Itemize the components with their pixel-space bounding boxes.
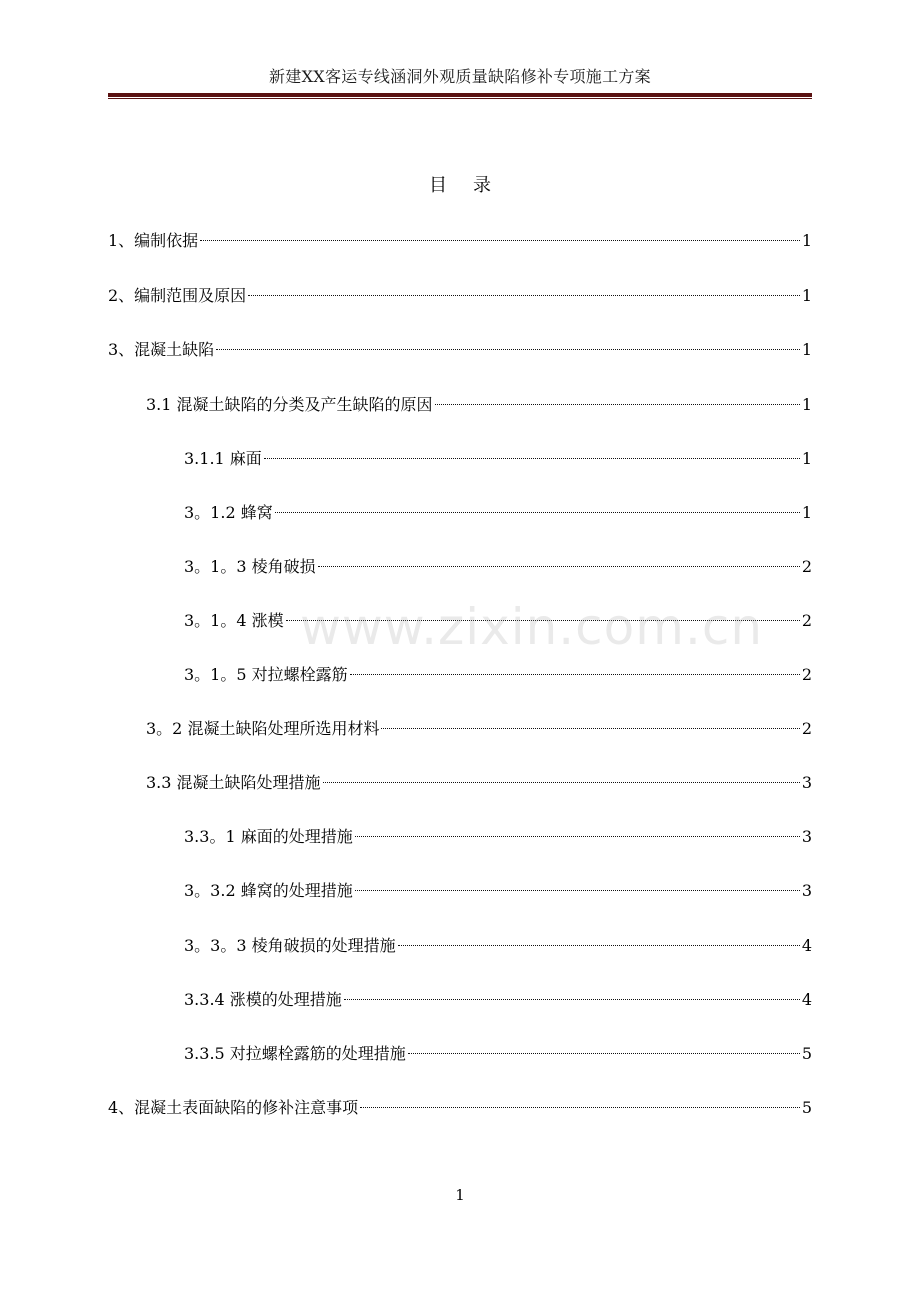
toc-entry-page-number: 2 [801, 719, 812, 738]
toc-entry-label: 3。3。3 棱角破损的处理措施 [184, 936, 396, 955]
page-number: 1 [455, 1186, 465, 1204]
toc-dot-leader [360, 1107, 800, 1108]
toc-entry-page-number: 5 [801, 1098, 812, 1117]
toc-entry-page-number: 3 [801, 827, 812, 846]
toc-entry[interactable] [184, 825, 812, 849]
toc-dot-leader [275, 512, 800, 513]
toc-entry[interactable] [108, 229, 812, 253]
toc-dot-leader [248, 295, 800, 296]
toc-dot-leader [323, 782, 800, 783]
toc-dot-leader [398, 945, 800, 946]
toc-entry[interactable] [184, 934, 812, 958]
toc-heading: 目录 [429, 175, 517, 196]
toc-entry-page-number: 2 [801, 611, 812, 630]
toc-entry[interactable] [146, 717, 812, 741]
toc-entry-label: 3、混凝土缺陷 [108, 340, 215, 359]
toc-entry-page-number: 1 [801, 449, 812, 468]
toc-dot-leader [318, 566, 800, 567]
header-rule-thick [108, 93, 812, 97]
toc-entry[interactable] [184, 663, 812, 687]
toc-entry-page-number: 3 [801, 773, 812, 792]
toc-dot-leader [200, 240, 800, 241]
running-header-title: 新建XX客运专线涵洞外观质量缺陷修补专项施工方案 [269, 67, 651, 86]
toc-entry[interactable] [184, 988, 812, 1012]
toc-entry-page-number: 4 [801, 936, 812, 955]
toc-entry[interactable] [184, 1042, 812, 1066]
toc-entry-label: 2、编制范围及原因 [108, 286, 247, 305]
toc-entry-label: 3.3.5 对拉螺栓露筋的处理措施 [184, 1044, 406, 1063]
toc-dot-leader [216, 349, 800, 350]
toc-dot-leader [435, 404, 800, 405]
toc-entry-label: 4、混凝土表面缺陷的修补注意事项 [108, 1098, 359, 1117]
toc-entry-page-number: 1 [801, 340, 812, 359]
toc-entry[interactable] [108, 1096, 812, 1120]
toc-entry-label: 3。1。4 涨模 [184, 611, 284, 630]
toc-entry-page-number: 4 [801, 990, 812, 1009]
toc-entry-label: 3.1.1 麻面 [184, 449, 262, 468]
toc-dot-leader [344, 999, 800, 1000]
toc-entry[interactable] [184, 501, 812, 525]
toc-entry-label: 3。1。3 棱角破损 [184, 557, 316, 576]
toc-dot-leader [264, 458, 800, 459]
toc-entry-page-number: 2 [801, 665, 812, 684]
toc-entry-page-number: 1 [801, 231, 812, 250]
toc-entry[interactable] [184, 879, 812, 903]
toc-dot-leader [355, 890, 800, 891]
toc-entry[interactable] [108, 338, 812, 362]
toc-entry-label: 3.1 混凝土缺陷的分类及产生缺陷的原因 [146, 395, 433, 414]
header-rule-thin [108, 98, 812, 99]
toc-entry[interactable] [184, 447, 812, 471]
toc-entry-page-number: 1 [801, 503, 812, 522]
toc-entry-page-number: 1 [801, 395, 812, 414]
toc-entry-label: 3.3 混凝土缺陷处理措施 [146, 773, 321, 792]
watermark-text: www.zixin.com.cn [300, 598, 764, 656]
toc-dot-leader [381, 728, 799, 729]
toc-dot-leader [355, 836, 800, 837]
toc-entry[interactable] [146, 393, 812, 417]
toc-entry-label: 3。2 混凝土缺陷处理所选用材料 [146, 719, 380, 738]
toc-entry-label: 3.3.4 涨模的处理措施 [184, 990, 342, 1009]
toc-entry[interactable] [184, 555, 812, 579]
toc-entry-label: 3.3。1 麻面的处理措施 [184, 827, 353, 846]
toc-dot-leader [350, 674, 800, 675]
toc-entry-page-number: 3 [801, 881, 812, 900]
toc-entry[interactable] [146, 771, 812, 795]
toc-entry[interactable] [108, 284, 812, 308]
toc-entry-label: 3。3.2 蜂窝的处理措施 [184, 881, 353, 900]
toc-entry-page-number: 1 [801, 286, 812, 305]
toc-dot-leader [408, 1053, 800, 1054]
toc-entry-label: 3。1.2 蜂窝 [184, 503, 273, 522]
toc-entry-label: 1、编制依据 [108, 231, 199, 250]
toc-entry-page-number: 2 [801, 557, 812, 576]
toc-entry-label: 3。1。5 对拉螺栓露筋 [184, 665, 348, 684]
toc-entry-page-number: 5 [801, 1044, 812, 1063]
